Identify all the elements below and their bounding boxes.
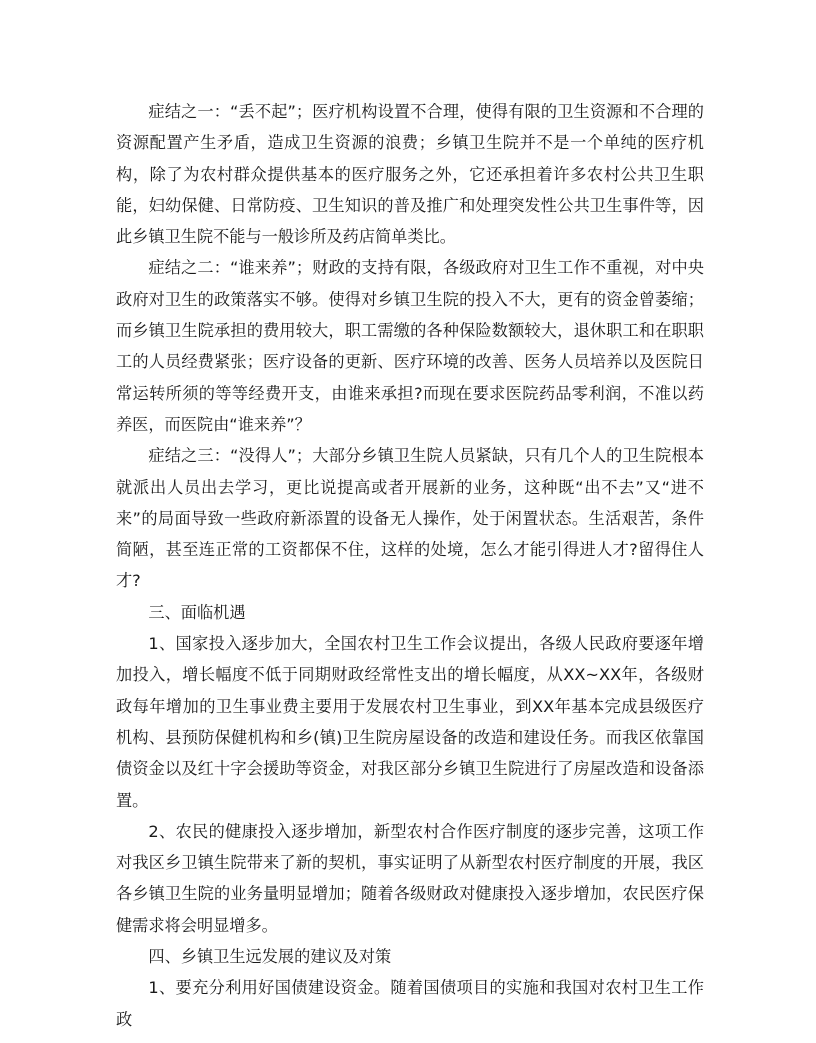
document-page [116, 96, 704, 1035]
section-heading-suggestions: 四、乡镇卫生远发展的建议及对策 [148, 947, 392, 967]
paragraph-symptom-2: 症结之二：“谁来养”；财政的支持有限，各级政府对卫生工作不重视，对中央政府对卫生的政策落实不够。使得对乡镇卫生院的投入不大，更有的资金曾萎缩；而乡镇卫生院承担的费用较大，职工需缴的各种保险数额较大，退休职工和在职职工的人员经费紧张；医疗设备的更新、医疗环境的改善、医务人员培养以及医院日常运转所须的等等经费开支，由谁来承担?而现在要求医院药品零利润，不准以药养医，而医院由“谁来养”？ [116, 258, 704, 434]
paragraph-symptom-1: 症结之一：“丢不起”；医疗机构设置不合理，使得有限的卫生资源和不合理的资源配置产生矛盾，造成卫生资源的浪费；乡镇卫生院并不是一个单纯的医疗机构，除了为农村群众提供基本的医疗服务之外，它还承担着许多农村公共卫生职能，妇幼保健、日常防疫、卫生知识的普及推广和处理突发性公共卫生事件等，因此乡镇卫生院不能与一般诊所及药店简单类比。 [116, 102, 704, 247]
paragraph-suggestion-1: 1、要充分利用好国债建设资金。随着国债项目的实施和我国对农村卫生工作政 [116, 978, 704, 1029]
paragraph-opportunity-2: 2、农民的健康投入逐步增加，新型农村合作医疗制度的逐步完善，这项工作对我区乡卫镇生院带来了新的契机，事实证明了从新型农村医疗制度的开展，我区各乡镇卫生院的业务量明显增加；随着各级财政对健康投入逐步增加，农民医疗保健需求将会明显增多。 [116, 821, 704, 935]
paragraph-symptom-3: 症结之三：“没得人”；大部分乡镇卫生院人员紧缺，只有几个人的卫生院根本就派出人员出去学习，更比说提高或者开展新的业务，这种既“出不去”又“进不来”的局面导致一些政府新添置的设备无人操作，处于闲置状态。生活艰苦，条件简陋，甚至连正常的工资都保不住，这样的处境，怎么才能引得进人才?留得住人才? [116, 446, 704, 591]
section-heading-opportunities: 三、面临机遇 [148, 602, 246, 622]
paragraph-opportunity-1: 1、国家投入逐步加大，全国农村卫生工作会议提出，各级人民政府要逐年增加投入，增长幅度不低于同期财政经常性支出的增长幅度，从XX~XX年，各级财政每年增加的卫生事业费主要用于发展农村卫生事业，到XX年基本完成县级医疗机构、县预防保健机构和乡(镇)卫生院房屋设备的改造和建设任务。而我区依靠国债资金以及红十字会援助等资金，对我区部分乡镇卫生院进行了房屋改造和设备添置。 [116, 634, 704, 810]
